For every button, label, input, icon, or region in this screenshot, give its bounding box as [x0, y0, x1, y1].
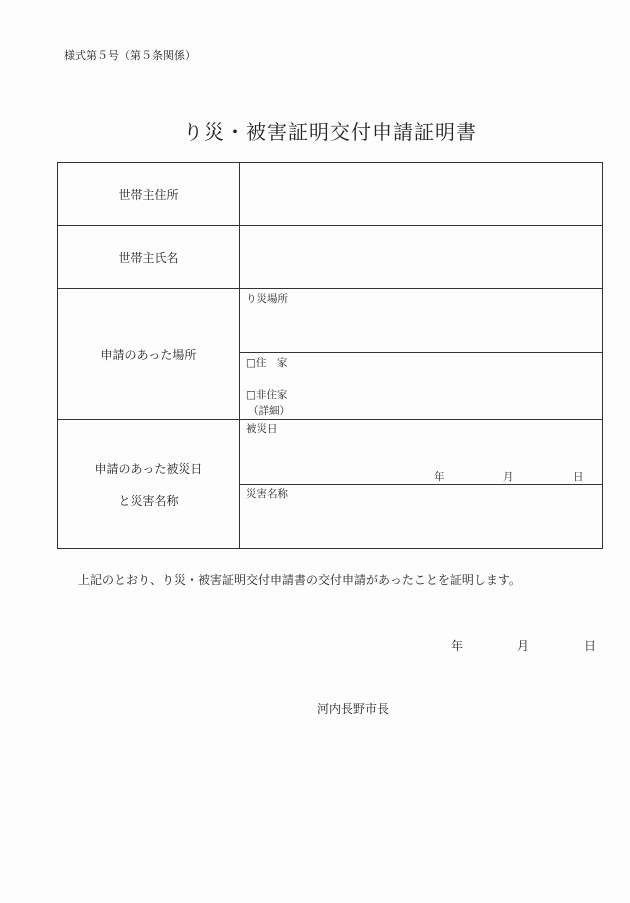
certification-statement: 上記のとおり、り災・被害証明交付申請書の交付申請があったことを証明します。 [78, 573, 521, 587]
table-row [58, 226, 603, 289]
location-label: 申請のあった場所 [58, 289, 240, 420]
table-row [58, 420, 603, 485]
form-number: 様式第５号（第５条関係） [64, 49, 196, 62]
year-label: 年 [434, 471, 445, 483]
household-address-label: 世帯主住所 [58, 163, 240, 226]
disaster-site-field[interactable] [240, 289, 603, 353]
month-label: 月 [503, 471, 514, 483]
residence-checkbox[interactable]: □住 家 [246, 357, 288, 369]
application-table [57, 162, 603, 549]
table-row [58, 289, 603, 353]
damage-date-field[interactable] [240, 420, 603, 485]
non-residence-checkbox[interactable]: □非住家 [246, 389, 288, 401]
detail-label: （詳細） [248, 405, 290, 417]
date-and-disaster-label [58, 420, 240, 549]
issue-month-label: 月 [517, 639, 530, 653]
day-label: 日 [573, 471, 584, 483]
household-name-label: 世帯主氏名 [58, 226, 240, 289]
issue-year-label: 年 [451, 639, 464, 653]
document-title: り災・被害証明交付申請証明書 [183, 120, 477, 144]
date-label-line1: 申請のあった被災日 [94, 461, 203, 476]
issue-day-label: 日 [584, 639, 597, 653]
date-label-line2: と災害名称 [118, 493, 179, 508]
household-name-field[interactable] [240, 226, 603, 289]
disaster-site-label: り災場所 [246, 293, 288, 305]
table-row [58, 163, 603, 226]
household-address-field[interactable] [240, 163, 603, 226]
disaster-name-label: 災害名称 [246, 488, 288, 500]
disaster-name-field[interactable] [240, 485, 603, 549]
issuer-name: 河内長野市長 [317, 702, 390, 716]
damage-date-label: 被災日 [246, 423, 278, 435]
residence-type-field [240, 353, 603, 420]
